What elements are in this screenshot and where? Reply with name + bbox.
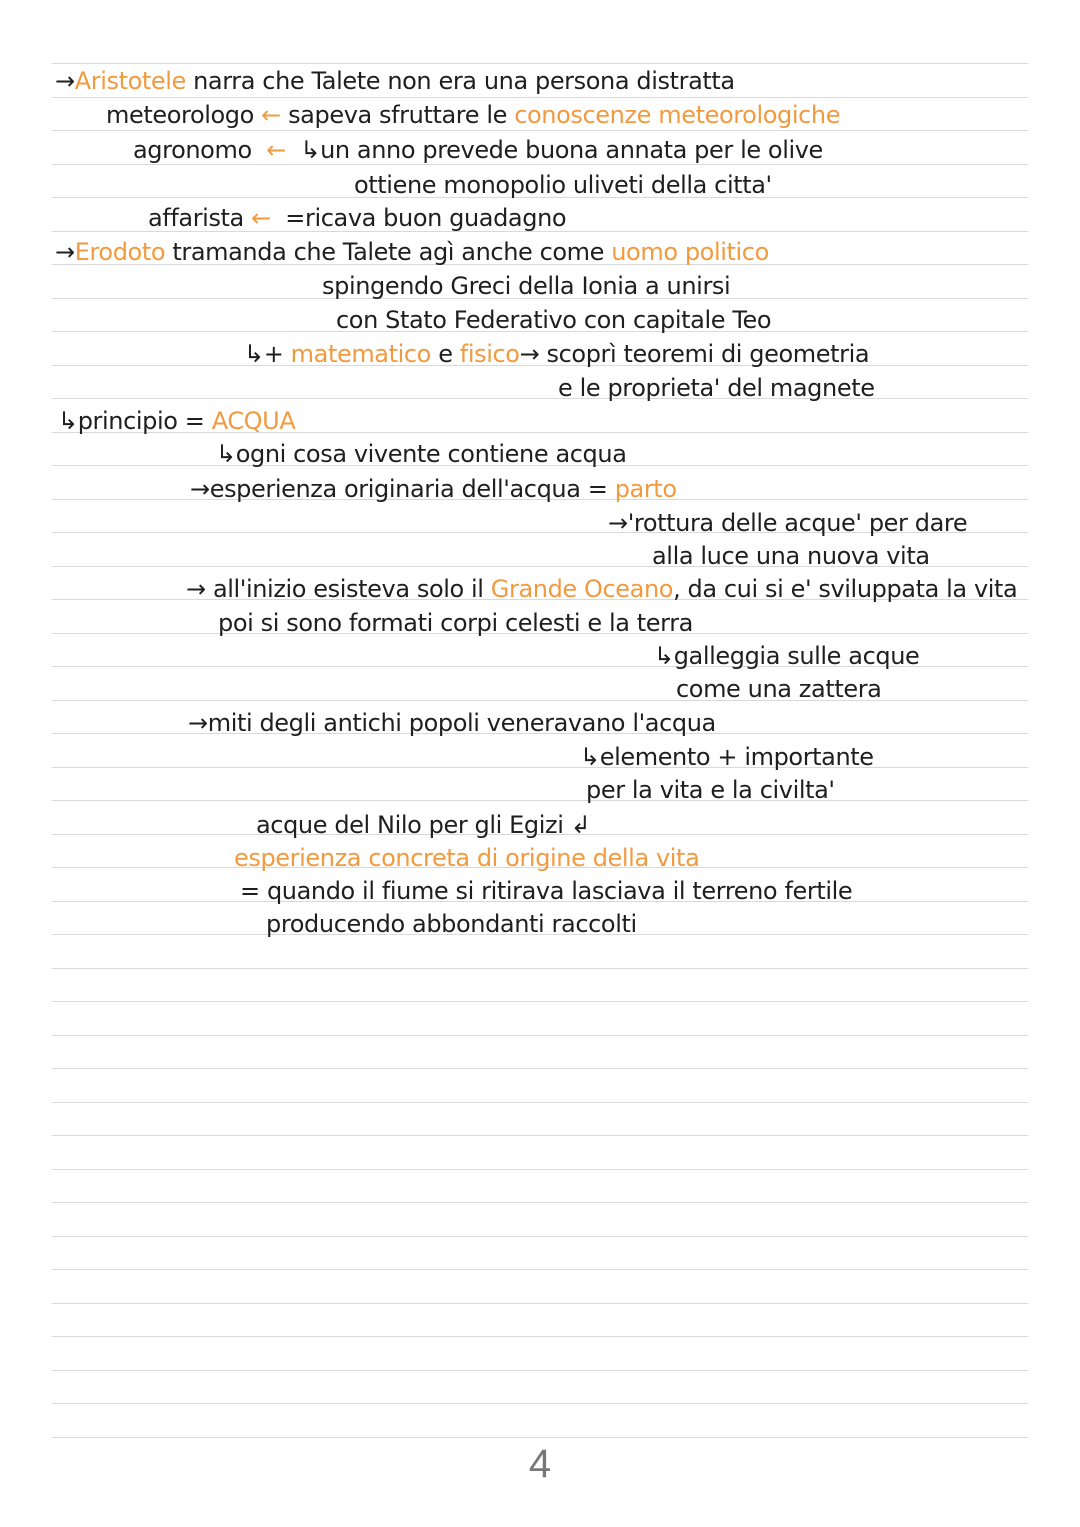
note-line-civilta: [586, 775, 835, 805]
note-line-monopolio: [354, 170, 772, 200]
rule-line: [52, 1035, 1028, 1036]
rule-line: [52, 800, 1028, 801]
note-line-elemento: [580, 742, 874, 772]
note-text: sapeva sfruttare le: [288, 101, 515, 129]
rule-line: [52, 1202, 1028, 1203]
note-text: ↳galleggia sulle acque: [654, 642, 920, 670]
note-text: ↳elemento + importante: [580, 743, 874, 771]
note-text: →'rottura delle acque' per dare: [608, 509, 968, 537]
note-line-erodoto: [55, 237, 769, 267]
note-text: →miti degli antichi popoli veneravano l'acqua: [188, 709, 716, 737]
note-text: ↳principio =: [58, 407, 212, 435]
note-line-nuova-vita: [652, 541, 930, 571]
rule-line: [52, 1403, 1028, 1404]
note-text: → scoprì teoremi di geometria: [519, 340, 870, 368]
highlighted-text: esperienza concreta di origine della vita: [234, 844, 700, 872]
rule-line: [52, 1437, 1028, 1438]
highlighted-text: ←: [243, 204, 286, 232]
note-line-agronomo: [133, 135, 823, 165]
highlighted-text: ←: [251, 136, 301, 164]
highlighted-text: ACQUA: [211, 407, 296, 435]
note-text: ↳+: [244, 340, 291, 368]
rule-line: [52, 63, 1028, 64]
note-line-cosa-vivente: [216, 439, 627, 469]
highlighted-text: fisico: [459, 340, 520, 368]
note-line-affarista: [148, 203, 566, 233]
rule-line: [52, 398, 1028, 399]
highlighted-text: Aristotele: [74, 67, 186, 95]
note-line-matematico-fisico: [244, 339, 869, 369]
note-text: →: [55, 67, 75, 95]
note-text: spingendo Greci della Ionia a unirsi: [322, 272, 731, 300]
note-line-ionia: [322, 271, 730, 301]
note-line-esperienza-parto: [190, 474, 677, 504]
highlighted-text: Grande Oceano: [490, 575, 674, 603]
rule-line: [52, 1303, 1028, 1304]
note-line-corpi-celesti: [218, 608, 693, 638]
note-line-aristotele: [55, 66, 735, 96]
note-text: ottiene monopolio uliveti della citta': [354, 171, 772, 199]
note-text: acque del Nilo per gli Egizi ↲: [256, 811, 591, 839]
rule-line: [52, 130, 1028, 131]
rule-line: [52, 1001, 1028, 1002]
rule-line: [52, 1102, 1028, 1103]
rule-line: [52, 1370, 1028, 1371]
note-text: per la vita e la civilta': [586, 776, 835, 804]
note-text: producendo abbondanti raccolti: [266, 910, 637, 938]
note-text: narra che Talete non era una persona distratta: [185, 67, 735, 95]
note-text: alla luce una nuova vita: [652, 542, 930, 570]
highlighted-text: Erodoto: [74, 238, 166, 266]
note-line-rottura-acque: [608, 508, 967, 538]
rule-line: [52, 968, 1028, 969]
note-text: =ricava buon guadagno: [285, 204, 567, 232]
note-text: meteorologo: [106, 101, 254, 129]
note-line-fiume: [240, 876, 852, 906]
rule-line: [52, 700, 1028, 701]
note-line-principio-acqua: [58, 406, 295, 436]
note-text: , da cui si e' sviluppata la vita: [673, 575, 1018, 603]
note-text: tramanda che Talete agì anche come: [165, 238, 612, 266]
note-line-galleggia: [654, 641, 919, 671]
note-text: poi si sono formati corpi celesti e la terra: [218, 609, 693, 637]
highlighted-text: conoscenze meteorologiche: [514, 101, 841, 129]
rule-line: [52, 1169, 1028, 1170]
highlighted-text: matematico: [290, 340, 431, 368]
note-text: e le proprieta' del magnete: [558, 374, 875, 402]
rule-line: [52, 1135, 1028, 1136]
note-text: →: [55, 238, 75, 266]
note-line-grande-oceano: [186, 574, 1017, 604]
page-number: 4: [528, 1442, 552, 1486]
note-text: affarista: [148, 204, 244, 232]
note-text: →esperienza originaria dell'acqua =: [190, 475, 615, 503]
rule-line: [52, 97, 1028, 98]
rule-line: [52, 1236, 1028, 1237]
highlighted-text: uomo politico: [611, 238, 769, 266]
rule-line: [52, 1269, 1028, 1270]
rule-line: [52, 767, 1028, 768]
note-line-esperienza-concreta: [234, 843, 699, 873]
note-text: agronomo: [133, 136, 252, 164]
rule-line: [52, 1068, 1028, 1069]
rule-line: [52, 1336, 1028, 1337]
note-text: → all'inizio esisteva solo il: [186, 575, 491, 603]
note-line-zattera: [676, 674, 881, 704]
highlighted-text: ←: [253, 101, 289, 129]
note-text: = quando il fiume si ritirava lasciava il terreno fertile: [240, 877, 853, 905]
note-line-miti: [188, 708, 716, 738]
note-text: con Stato Federativo con capitale Teo: [336, 306, 772, 334]
note-line-raccolti: [266, 909, 637, 939]
note-line-meteorologo: [106, 100, 840, 130]
note-text: ↳un anno prevede buona annata per le olive: [300, 136, 823, 164]
note-text: ↳ogni cosa vivente contiene acqua: [216, 440, 627, 468]
note-text: come una zattera: [676, 675, 882, 703]
highlighted-text: parto: [614, 475, 677, 503]
note-line-nilo: [256, 810, 590, 840]
note-text: e: [430, 340, 460, 368]
note-line-magnete: [558, 373, 875, 403]
note-line-stato-federativo: [336, 305, 771, 335]
